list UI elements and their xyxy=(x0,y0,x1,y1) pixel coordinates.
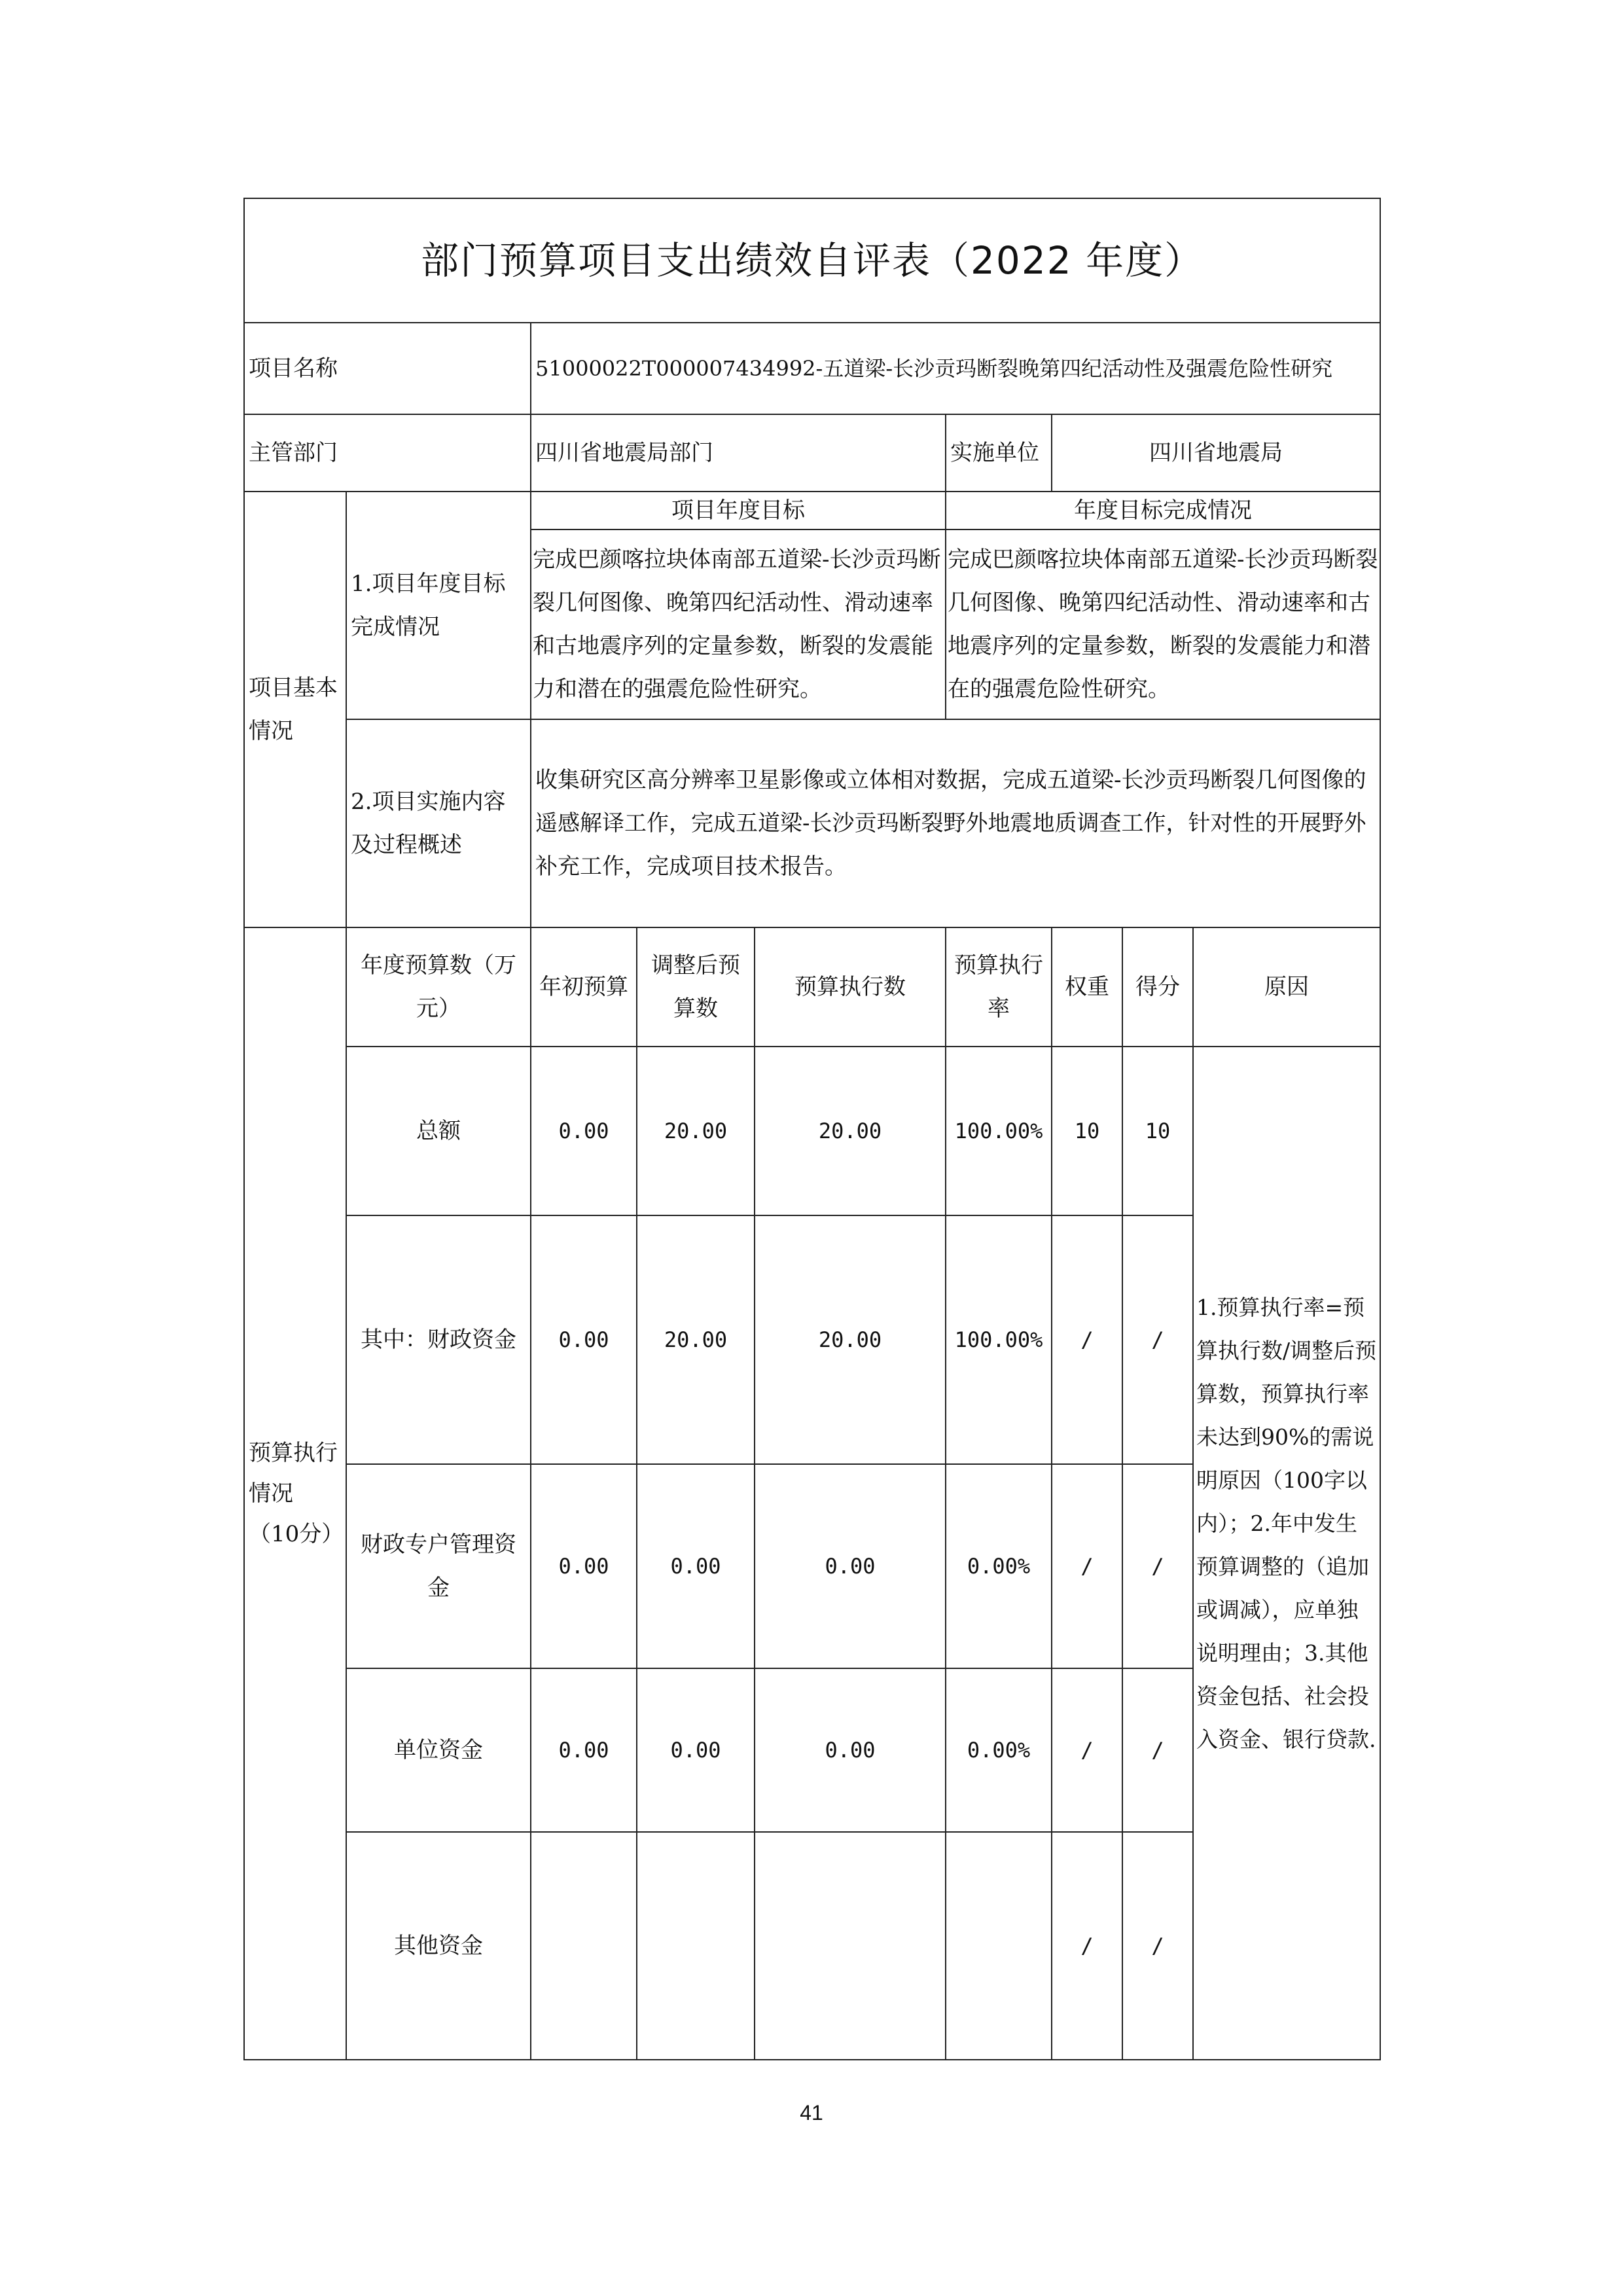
col-header-rate: 预算执行率 xyxy=(946,927,1052,1047)
cell-initial: 0.00 xyxy=(531,1047,637,1215)
cell-adjusted: 0.00 xyxy=(637,1668,755,1832)
reason-note-text: 1.预算执行率=预算执行数/调整后预算数，预算执行率未达到90%的需说明原因（100字以内）；2.年中发生预算调整的（追加或调减），应单独说明理由；3.其他资金包括、社会投入资金、银行贷款. xyxy=(1196,1295,1377,1752)
cell-executed: 0.00 xyxy=(755,1464,946,1668)
row-name: 财政专户管理资金 xyxy=(346,1464,531,1668)
cell-executed: 20.00 xyxy=(755,1215,946,1464)
col-header-adjusted: 调整后预算数 xyxy=(637,927,755,1047)
col-header-item: 年度预算数（万元） xyxy=(346,927,531,1047)
impl-label: 实施单位 xyxy=(946,414,1052,492)
col-header-weight: 权重 xyxy=(1052,927,1122,1047)
cell-rate: 0.00% xyxy=(946,1464,1052,1668)
cell-executed: 0.00 xyxy=(755,1668,946,1832)
project-name-value: 51000022T000007434992-五道梁-长沙贡玛断裂晚第四纪活动性及强震危险性研究 xyxy=(531,323,1380,414)
cell-adjusted xyxy=(637,1832,755,2060)
cell-rate: 0.00% xyxy=(946,1668,1052,1832)
goal-label: 1.项目年度目标完成情况 xyxy=(346,492,531,719)
cell-score: / xyxy=(1122,1215,1193,1464)
cell-weight: / xyxy=(1052,1215,1122,1464)
basic-section-label: 项目基本情况 xyxy=(244,492,346,927)
dept-value: 四川省地震局部门 xyxy=(531,414,946,492)
cell-adjusted: 20.00 xyxy=(637,1215,755,1464)
col-header-initial: 年初预算 xyxy=(531,927,637,1047)
impl-value: 四川省地震局 xyxy=(1052,414,1380,492)
col-header-executed: 预算执行数 xyxy=(755,927,946,1047)
cell-score: / xyxy=(1122,1464,1193,1668)
process-label: 2.项目实施内容及过程概述 xyxy=(346,719,531,927)
cell-rate: 100.00% xyxy=(946,1215,1052,1464)
completion-header: 年度目标完成情况 xyxy=(946,492,1380,529)
cell-executed: 20.00 xyxy=(755,1047,946,1215)
goal-header: 项目年度目标 xyxy=(531,492,946,529)
cell-weight: / xyxy=(1052,1832,1122,2060)
cell-score: 10 xyxy=(1122,1047,1193,1215)
cell-score: / xyxy=(1122,1832,1193,2060)
row-name: 其中：财政资金 xyxy=(346,1215,531,1464)
row-name: 其他资金 xyxy=(346,1832,531,2060)
cell-rate: 100.00% xyxy=(946,1047,1052,1215)
process-text: 收集研究区高分辨率卫星影像或立体相对数据，完成五道梁-长沙贡玛断裂几何图像的遥感解译工作，完成五道梁-长沙贡玛断裂野外地震地质调查工作，针对性的开展野外补充工作，完成项目技术报告。 xyxy=(531,719,1380,927)
cell-rate xyxy=(946,1832,1052,2060)
dept-label: 主管部门 xyxy=(244,414,531,492)
self-evaluation-form xyxy=(243,198,1380,2062)
cell-score: / xyxy=(1122,1668,1193,1832)
goal-text: 完成巴颜喀拉块体南部五道梁-长沙贡玛断裂几何图像、晚第四纪活动性、滑动速率和古地震序列的定量参数，断裂的发震能力和潜在的强震危险性研究。 xyxy=(531,529,946,719)
cell-initial xyxy=(531,1832,637,2060)
col-header-score: 得分 xyxy=(1122,927,1193,1047)
cell-weight: 10 xyxy=(1052,1047,1122,1215)
cell-initial: 0.00 xyxy=(531,1215,637,1464)
col-header-reason: 原因 xyxy=(1193,927,1380,1047)
form-title: 部门预算项目支出绩效自评表（2022 年度） xyxy=(244,198,1380,323)
reason-note xyxy=(1193,1047,1380,2060)
cell-adjusted: 20.00 xyxy=(637,1047,755,1215)
completion-text: 完成巴颜喀拉块体南部五道梁-长沙贡玛断裂几何图像、晚第四纪活动性、滑动速率和古地震序列的定量参数，断裂的发震能力和潜在的强震危险性研究。 xyxy=(946,529,1380,719)
budget-section-label: 预算执行情况（10分） xyxy=(244,927,346,2060)
page-number: 41 xyxy=(800,2101,823,2125)
cell-adjusted: 0.00 xyxy=(637,1464,755,1668)
row-name: 总额 xyxy=(346,1047,531,1215)
cell-initial: 0.00 xyxy=(531,1464,637,1668)
cell-weight: / xyxy=(1052,1464,1122,1668)
cell-weight: / xyxy=(1052,1668,1122,1832)
performance-table xyxy=(243,198,1381,2060)
row-name: 单位资金 xyxy=(346,1668,531,1832)
project-name-label: 项目名称 xyxy=(244,323,531,414)
cell-executed xyxy=(755,1832,946,2060)
cell-initial: 0.00 xyxy=(531,1668,637,1832)
